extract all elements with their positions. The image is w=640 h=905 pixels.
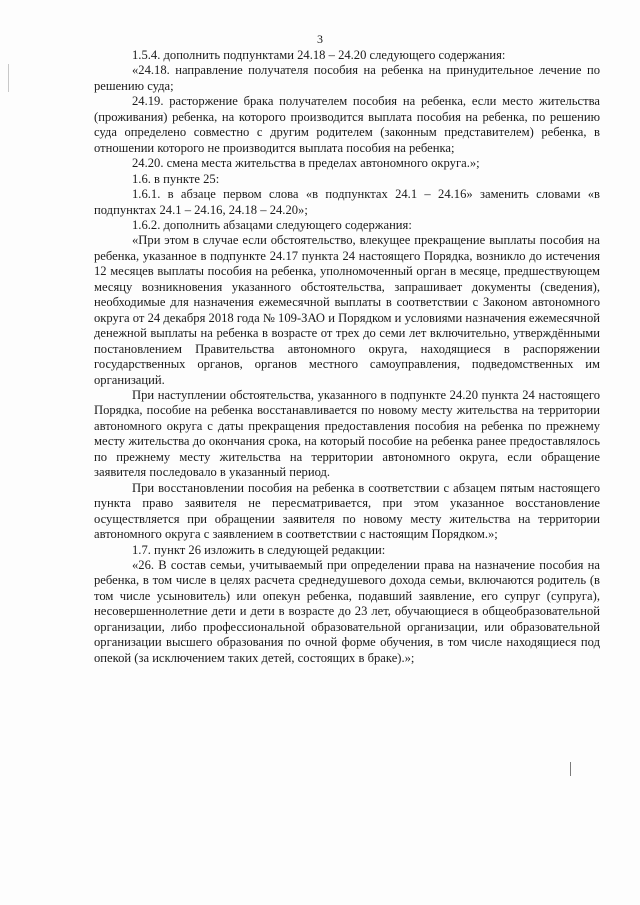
paragraph-restoration-conditions: При восстановлении пособия на ребенка в соответствии с абзацем пятым настоящего пункта право заявителя не пересматривается, при этом указанное восстановление осуществляется при обращении заявителя по новому месту жительства на территории автономного округа с заявлением в соответствии с настоящим Порядком.»; xyxy=(94,480,600,542)
paragraph-1-6-2: 1.6.2. дополнить абзацами следующего содержания: xyxy=(132,217,412,232)
paragraph-26: «26. В состав семьи, учитываемый при определении права на назначение пособия на ребенка, в том числе в целях расчета среднедушевого дохода семьи, включаются родитель (в том числе усыновитель) или опекун ребенка, подавший заявление, его супруг (супруга), несовершеннолетние дети и дети в возрасте до 23 лет, обучающиеся в общеобразовательной организации, либо профессиональной образовательной организации, или образовательной организации высшего образования по очной форме обучения, в том числе находящиеся под опекой (за исключением таких детей, состоящих в браке).»; xyxy=(94,557,600,665)
paragraph-termination-case: «При этом в случае если обстоятельство, влекущее прекращение выплаты пособия на ребенка, указанное в подпункте 24.17 пункта 24 настоящего Порядка, возникло до истечения 12 месяцев выплаты пособия на ребенка, уполномоченный орган в месяце, предшествующем месяцу возникновения указанного обстоятельства, запрашивает документы (сведения), необходимые для назначения ежемесячной выплаты в соответствии с Законом автономного округа от 24 декабря 2018 года № 109-ЗАО и Порядком и условиями назначения ежемесячной денежной выплаты на ребенка в возрасте от трех до семи лет включительно, утверждёнными постановлением Правительства автономного округа, находящиеся в распоряжении государственных органов, органов местного самоуправления, подведомственных им организаций. xyxy=(94,233,600,387)
scan-artifact-mark xyxy=(8,64,9,92)
paragraph-24-19: 24.19. расторжение брака получателем пособия на ребенка, если место жительства (проживания) ребенка, на которого производится выплата пособия на ребенка, по решению суда определено совместно с другим родителем (законным представителем) ребенка, в отношении которого не производится выплата пособия на ребенка; xyxy=(94,94,600,155)
paragraph-24-20: 24.20. смена места жительства в пределах автономного округа.»; xyxy=(132,156,480,171)
paragraph-1-5-4: 1.5.4. дополнить подпунктами 24.18 – 24.20 следующего содержания: xyxy=(132,48,506,62)
paragraph-24-18: «24.18. направление получателя пособия на ребенка на принудительное лечение по решению суда; xyxy=(94,63,600,93)
paragraph-restoration: При наступлении обстоятельства, указанного в подпункте 24.20 пункта 24 настоящего Порядка, пособие на ребенка восстанавливается по новому месту жительства на территории автономного округа с даты прекращения предоставления пособия на ребенка по прежнему месту жительства до окончания срока, на который пособие на ребенка ранее предоставлялось по прежнему месту жительства на территории автономного округа, если обращение заявителя последовало в указанный период. xyxy=(94,387,600,480)
paragraph-1-7: 1.7. пункт 26 изложить в следующей редакции: xyxy=(132,542,386,557)
paragraph-1-6: 1.6. в пункте 25: xyxy=(132,171,220,186)
document-body xyxy=(94,48,600,666)
page-number: 3 xyxy=(317,32,323,46)
paragraph-1-6-1: 1.6.1. в абзаце первом слова «в подпунктах 24.1 – 24.16» заменить словами «в подпунктах 24.1 – 24.16, 24.18 – 24.20»; xyxy=(94,187,600,217)
scan-artifact-mark xyxy=(570,762,571,776)
